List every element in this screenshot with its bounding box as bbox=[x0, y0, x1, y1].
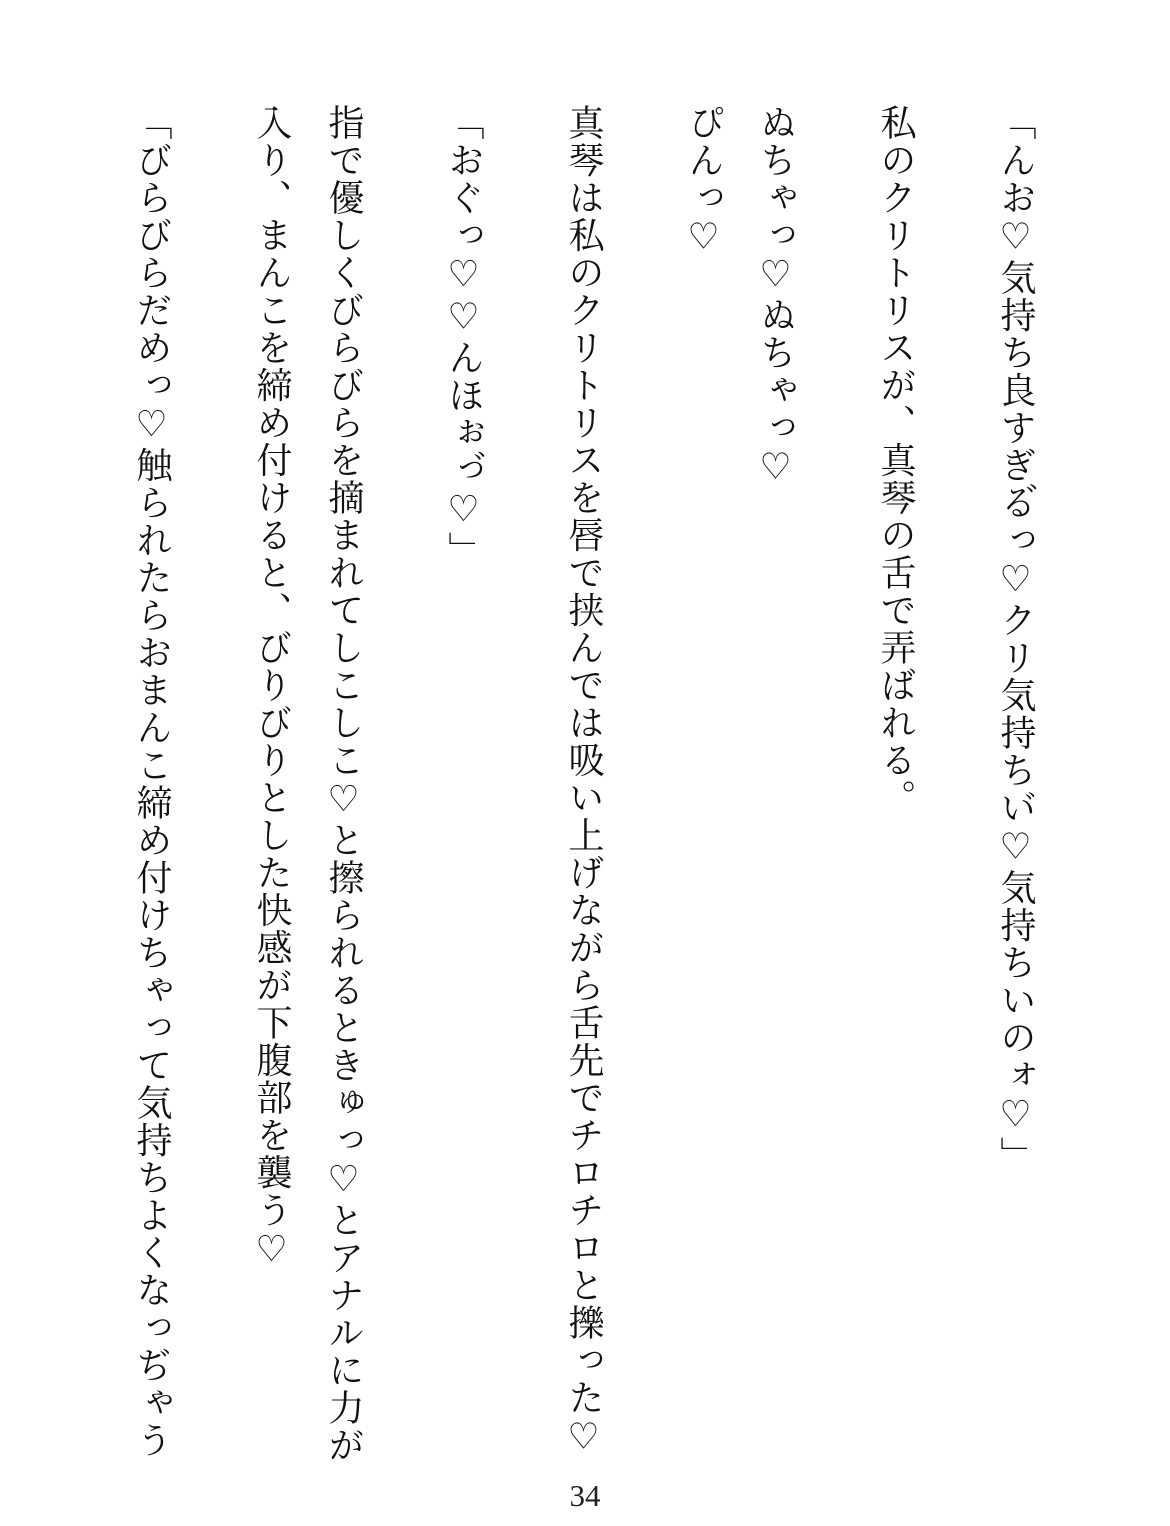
narration-line-1: 私のクリトリスが、真琴の舌で弄ばれる。 bbox=[876, 104, 916, 817]
sfx-line-1: ぬちゃっ♡ぬちゃっ♡ bbox=[756, 104, 796, 489]
dialogue-line-1: 「んお♡気持ち良すぎる゙っ♡クリ気持ちい゙♡気持ちいのォ♡」 bbox=[996, 104, 1036, 1174]
sfx-line-2: ぴんっ♡ bbox=[684, 104, 724, 259]
narration-line-3: 指で優しくびらびらを摘まれてしこしこ♡と擦られるときゅっ♡とアナルに力が入り、まんこを締め付けると、びりびりとした快感が下腹部を襲う♡ bbox=[252, 104, 364, 1464]
narration-line-2: 真琴は私のクリトリスを唇で挟んでは吸い上げながら舌先でチロチロと擽った♡ bbox=[564, 104, 604, 1459]
dialogue-line-3: 「びらびらだめっ♡触られたらおまんこ締め付けちゃって気持ちよくなっぢゃう bbox=[132, 104, 172, 1459]
page-number: 34 bbox=[569, 1478, 601, 1513]
dialogue-line-2: 「おぐっ♡♡んほぉっ゙♡」 bbox=[444, 104, 484, 569]
